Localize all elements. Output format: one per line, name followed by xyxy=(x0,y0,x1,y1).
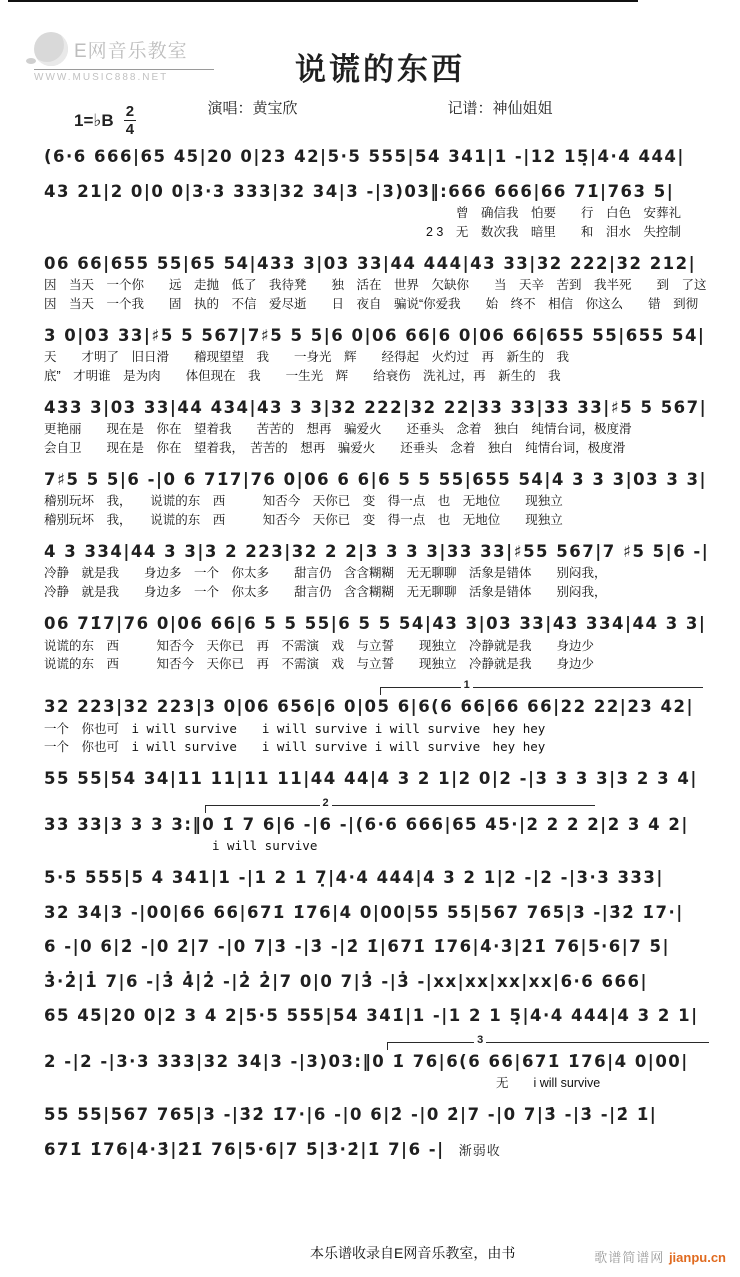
score-line xyxy=(44,1003,716,1029)
song-title: 说谎的东西 xyxy=(295,52,465,87)
site-name: 歌谱简谱网 xyxy=(594,1250,665,1265)
site-watermark xyxy=(594,1247,726,1266)
lyric-line: 一个 你也可 i will survive i will survive i will survive hey hey xyxy=(44,739,546,755)
lyric-line: 会自卫 现在是 你在 望着我， 苦苦的 想再 骗爱火 还垂头 念着 独白 纯情台词，极度滑 xyxy=(44,441,626,456)
notation-line: 32 223|32 223|3 0|06 656|6 0|05 6|6(6 66|66 66|22 22|23 42| xyxy=(44,697,695,716)
lyric-line: 说谎的东 西 知否今 天你已 再 不需演 戏 与立誓 现独立 冷静就是我 身边少 xyxy=(44,657,595,672)
lyric-line: 无 i will survive xyxy=(496,1076,601,1091)
score-line xyxy=(44,796,716,856)
notation-line: 65 45|20 0|2 3 4 2|5·5 555|54 341̇|1 -|1 2 1 5̣|4·4 444|4 3 2 1| xyxy=(44,1006,699,1026)
publisher-logo xyxy=(34,32,234,83)
lyric-line: 一个 你也可 i will survive i will survive i will survive hey hey xyxy=(44,720,546,736)
score-line xyxy=(44,865,716,891)
volta-bracket-line xyxy=(387,1042,710,1050)
logo-title: E网音乐教室 xyxy=(74,40,188,62)
time-signature-bottom: 4 xyxy=(125,121,135,138)
volta-bracket-line xyxy=(380,687,703,695)
logo-divider xyxy=(34,69,214,70)
source-note: 本乐谱收录自E网音乐教室，由书 xyxy=(310,1245,516,1261)
volta-bracket-2 xyxy=(44,796,716,812)
score-line xyxy=(44,1137,716,1163)
time-signature-top: 2 xyxy=(125,103,135,120)
score-line xyxy=(44,395,716,458)
notation-line: 32 34|3 -|00|66 66|671̇ 1̇76|4 0|00|55 55|567 765|3 -|3̇2̇ 1̇7·| xyxy=(44,902,684,922)
score-line xyxy=(44,969,716,995)
key-signature: 1=♭B xyxy=(74,110,114,130)
notation-line: 7♯5 5 5|6 -|0 6 71̇7|76 0|06 6 6|6 5 5 55|655 54|4 3 3 3|03 3 3| xyxy=(44,469,708,489)
key-time-signature xyxy=(74,104,136,137)
notation-line: 433 3|03 33|44 434|43 3 3|32 222|32 22|33 33|33 33|♯5 5 567| xyxy=(44,397,708,417)
notation-line: 3 0|03 33|♯5 5 567|7♯5 5 5|6 0|06 66|6 0|06 66|655 55|655 54| xyxy=(44,325,706,345)
notation-line: 6 -|0 6|2̇ -|0 2̇|7 -|0 7|3̇ -|3̇ -|2̇ 1̇|671̇ 1̇76|4̇·3̇|2̇1̇ 76|5·6|7 5̇| xyxy=(44,937,671,957)
notator-credit: 记谱：神仙姐姐 xyxy=(447,100,553,117)
score-line xyxy=(44,179,716,242)
scan-artifact-line xyxy=(8,0,638,2)
score-line xyxy=(44,467,716,530)
volta-bracket-line xyxy=(205,805,595,813)
lyric-line: 稽别玩坏 我， 说谎的东 西 知否今 天你已 变 得一点 也 无地位 现独立 xyxy=(44,494,563,509)
notation-line: 4 3 334|44 3 3|3 2 223|32 2 2|3 3 3 3|33 33|♯55 567|7 ♯5 5|6 -| xyxy=(44,541,710,561)
lyric-line: 稽别玩坏 我， 说谎的东 西 知否今 天你已 变 得一点 也 无地位 现独立 xyxy=(44,513,563,528)
notation-line: 33 33|3 3 3 3:‖0 1̇ 7 6|6 -|6 -|(6·6 666|65 45·|2 2 2 2|2 3 4 2| xyxy=(44,814,689,834)
credits xyxy=(44,89,716,118)
volta-number: 1 xyxy=(461,679,473,691)
lyric-line: i will survive xyxy=(212,838,318,854)
lyric-line: 更艳丽 现在是 你在 望着我 苦苦的 想再 骗爱火 还垂头 念着 独白 纯情台词，极度滑 xyxy=(44,422,632,437)
notation-line: 3̇·2̇|1̇ 7|6 -|3̇ 4̇|2̇ -|2̇ 2̇|7 0|0 7|3̇ -|3̇ -|xx|xx|xx|xx|6·6 666| xyxy=(44,971,649,991)
score-line xyxy=(44,144,716,170)
score-line xyxy=(44,611,716,674)
lyric-line: 说谎的东 西 知否今 天你已 再 不需演 戏 与立誓 现独立 冷静就是我 身边少 xyxy=(44,638,595,653)
score-line xyxy=(44,539,716,602)
volta-number: 2 xyxy=(320,797,332,809)
score-line xyxy=(44,251,716,314)
lyric-line: 2 3 无 数次我 暗里 和 泪水 失控制 xyxy=(426,224,681,239)
notation-line: 06 66|655 55|65 54|433 3|03 33|44 444|43 33|32 222|32 212| xyxy=(44,253,697,273)
score-line xyxy=(44,1033,716,1093)
score-line xyxy=(44,934,716,960)
lyric-line: 天 才明了 旧日滑 稽现望望 我 一身光 辉 经得起 火灼过 再 新生的 我 xyxy=(44,350,570,365)
notation-line: 5·5 555|5 4 341|1 -|1 2 1 7̣|4·4 444|4 3 2 1|2 -|2 -|3·3 333| xyxy=(44,867,664,887)
lyric-line: 冷静 就是我 身边多 一个 你太多 甜言仍 含含糊糊 无无聊聊 活象是错体 别闷我， xyxy=(44,566,607,581)
logo-website: WWW.MUSIC888.NET xyxy=(34,72,169,83)
lyric-line: 因 当天 一个你 远 走抛 低了 我待凳 独 活在 世界 欠缺你 当 天辛 苦到 我半死 到 了这 xyxy=(44,278,707,293)
lyric-line: 因 当天 一个我 固 执的 不信 爱尽逝 日 夜自 骗说“你爱我 始 终不 相信 你这么 错 到彻 xyxy=(44,296,699,311)
volta-number: 3 xyxy=(474,1034,486,1046)
notation-line: 55 55|54 34|11 11|11 11|44 44|4 3 2 1|2 0|2 -|3 3 3 3|3 2 3 4| xyxy=(44,769,698,789)
notation-line: 671̇ 1̇76|4̇·3̇|2̇1̇ 76|5·6|7 5̇|3̇·2̇|1̇ 7|6 -| 渐弱收 xyxy=(44,1139,501,1159)
score-line xyxy=(44,323,716,386)
performer-credit: 演唱：黄宝欣 xyxy=(207,100,298,117)
score-line xyxy=(44,766,716,792)
footer xyxy=(0,1243,740,1269)
notation-line: 06 71̇7|76 0|06 66|6 5 5 55|6 5 5 54|43 3|03 33|43 334|44 3 3| xyxy=(44,613,707,633)
lyric-line: 冷静 就是我 身边多 一个 你太多 甜言仍 含含糊糊 无无聊聊 活象是错体 别闷我， xyxy=(44,585,607,600)
notation-line: 2 -|2 -|3·3 333|32 34|3 -|3)03:‖0 1̇ 76|6(6 66|671̇ 1̇76|4 0|00| xyxy=(44,1051,689,1071)
notation-line: 55 55|567 765|3 -|3̇2̇ 1̇7·|6 -|0 6|2̇ -|0 2̇|7 -|0 7|3̇ -|3̇ -|2̇ 1̇| xyxy=(44,1105,658,1125)
notation-line: 43 21|2 0|0 0|3·3 333|32 34|3 -|3)03‖:666 666|66 71̇|763 5| xyxy=(44,181,675,201)
time-signature xyxy=(124,104,136,137)
music-note-logo-icon xyxy=(34,32,68,66)
header xyxy=(34,18,716,138)
score-line xyxy=(44,679,716,757)
score-line xyxy=(44,1102,716,1128)
volta-bracket-3 xyxy=(44,1033,716,1049)
lyric-line: 曾 确信我 怕要 行 白色 安葬礼 xyxy=(456,206,682,221)
volta-bracket-1 xyxy=(44,679,716,694)
lyric-line: 底” 才明谁 是为肉 体但现在 我 一生光 辉 给衰伤 洗礼过，再 新生的 我 xyxy=(44,369,561,383)
site-url: jianpu.cn xyxy=(668,1250,726,1265)
notation-line: (6·6 666|65 45|20 0|23 42|5·5 555|54 341|1 -|12 15̣|4·4 444| xyxy=(44,147,685,166)
score-body xyxy=(44,134,716,1162)
score-line xyxy=(44,900,716,926)
dynamics-end-mark: 渐弱收 xyxy=(458,1143,501,1159)
